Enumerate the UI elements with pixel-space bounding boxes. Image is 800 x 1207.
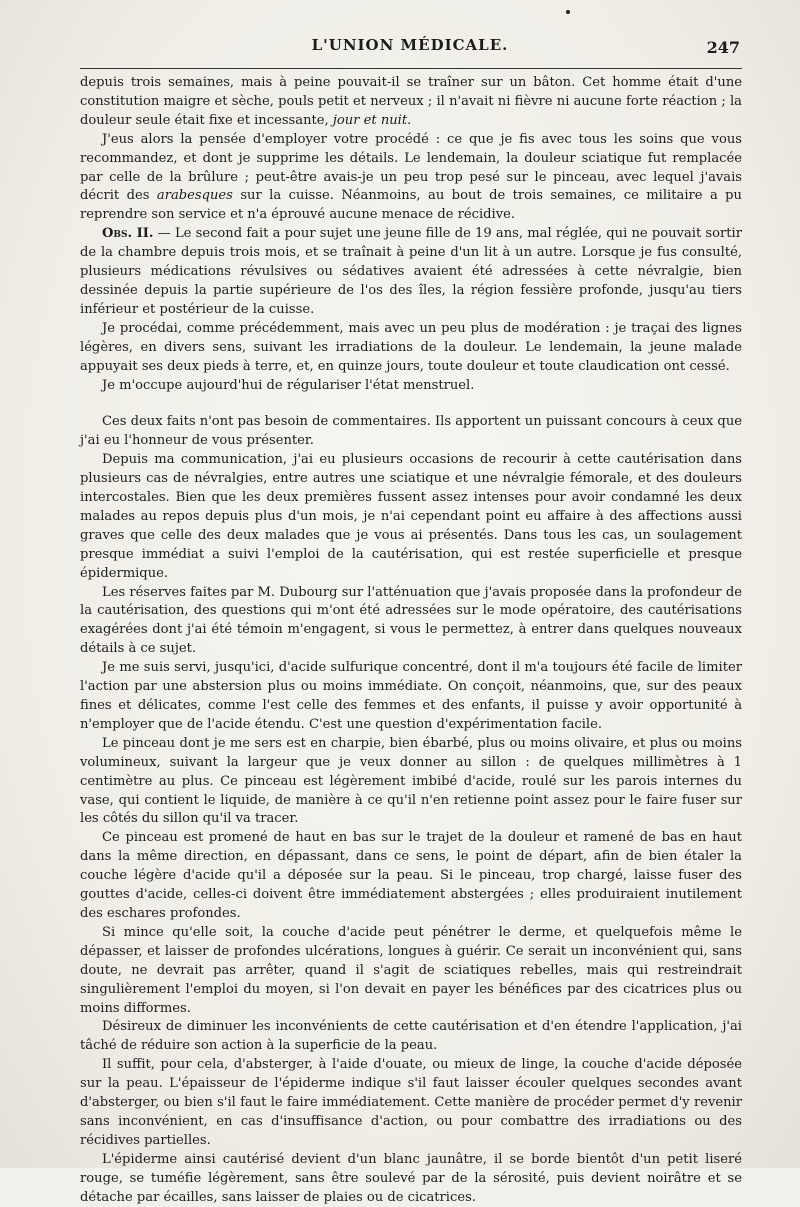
paragraph-12: Si mince qu'elle soit, la couche d'acide peut pénétrer le derme, et quelquefois même le dépasser, et laisser de profondes ulcérations, longues à guérir. Ce serait un inconvénient qui, sans doute, ne devrait pas arrêter, quand il s'agit de sciatiques rebelles, mais qui restreindrait singulièrement l'emploi du moyen, si l'on devait en payer les bénéfices par des cicatrices plus ou moins difformes. (80, 924, 742, 1016)
paragraph-13: Désireux de diminuer les inconvénients de cette cautérisation et d'en étendre l'application, j'ai tâché de réduire son action à la superficie de la peau. (80, 1019, 742, 1054)
observation-label: Obs. II. (102, 226, 154, 242)
paragraph-1-text: depuis trois semaines, mais à peine pouvait-il se traîner sur un bâton. Cet homme était d'une constitution maigre et sèche, pouls petit et nerveux ; il n'avait ni fièvre ni aucune forte réaction ; la douleur seule était fixe et incessante, (80, 75, 742, 128)
paragraph-15: L'épiderme ainsi cautérisé devient d'un blanc jaunâtre, il se borde bientôt d'un petit liseré rouge, se tuméfie légèrement, sans être soulevé par de la sérosité, puis devient noirâtre et se détache par écailles, sans laisser de plaies ou de cicatrices. (80, 1151, 742, 1205)
paragraph-obs-2 (80, 225, 742, 320)
paragraph-2 (80, 131, 742, 226)
paragraph-10: Le pinceau dont je me sers est en charpie, bien ébarbé, plus ou moins olivaire, et plus ou moins volumineux, suivant la largeur que je veux donner au sillon : de quelques millimètres à 1 centimètre au plus. Ce pinceau est légèrement imbibé d'acide, roulé sur les parois internes du vase, qui contient le liquide, de manière à ce qu'il n'en retienne point assez pour le faire fuser sur les côtés du sillon qu'il va tracer. (80, 735, 742, 827)
paragraph-14: Il suffit, pour cela, d'absterger, à l'aide d'ouate, ou mieux de linge, la couche d'acide déposée sur la peau. L'épaisseur de l'épiderme indique s'il faut laisser écouler quelques secondes avant d'absterger, ou bien s'il faut le faire immédiatement. Cette manière de procéder permet d'y revenir sans inconvénient, en cas d'insuffisance d'action, ou pour combattre des irradiations ou des récidives partielles. (80, 1057, 742, 1148)
paragraph-6: Ces deux faits n'ont pas besoin de commentaires. Ils apportent un puissant concours à ceux que j'ai eu l'honneur de vous présenter. (80, 414, 742, 449)
running-title: L'UNION MÉDICALE. (311, 36, 509, 54)
paragraph-5: Je m'occupe aujourd'hui de régulariser l'état menstruel. (102, 377, 475, 393)
ink-dot (566, 10, 570, 14)
paragraph-1-italic: jour et nuit. (332, 112, 412, 128)
paragraph-4: Je procédai, comme précédemment, mais avec un peu plus de modération : je traçai des lignes légères, en divers sens, suivant les irradiations de la douleur. Le lendemain, la jeune malade appuyait ses deux pieds à terre, et, en quinze jours, toute douleur et toute claudication ont cessé. (80, 320, 742, 374)
paragraph-2-text-b: sur la cuisse. Néanmoins, au bout de trois semaines, ce militaire a pu reprendre son service et n'a éprouvé aucune menace de récidive. (80, 188, 742, 223)
paragraph-obs-2-text: — Le second fait a pour sujet une jeune fille de 19 ans, mal réglée, qui ne pouvait sortir de la chambre depuis trois mois, et se traînait à peine d'un lit à un autre. Lorsque je fus consulté, plusieurs médications révulsives ou sédatives avaient été adressées à cette névralgie, bien dessinée depuis la partie supérieure de l'os des îles, la région fessière profonde, jusqu'au tiers inférieur et postérieur de la cuisse. (80, 226, 742, 317)
paragraph-7: Depuis ma communication, j'ai eu plusieurs occasions de recourir à cette cautérisation dans plusieurs cas de névralgies, entre autres une sciatique et une névralgie fémorale, et des douleurs intercostales. Bien que les deux premières fussent assez intenses pour avoir condamné les deux malades au repos depuis plus d'un mois, je n'ai cependant point eu affaire à des affections aussi graves que celle des deux malades que je vous ai présentés. Dans tous les cas, un soulagement presque immédiat a suivi l'emploi de la cautérisation, qui est restée superficielle et presque épidermique. (80, 452, 742, 581)
header-rule (80, 68, 742, 69)
page-number: 247 (706, 38, 740, 57)
paragraph-9: Je me suis servi, jusqu'ici, d'acide sulfurique concentré, dont il m'a toujours été facile de limiter l'action par une abstersion plus ou moins immédiate. On conçoit, néanmoins, que, sur des peaux fines et délicates, comme l'est celle des femmes et des enfants, il puisse y avoir opportunité à n'employer que de l'acide étendu. C'est une question d'expérimentation facile. (80, 660, 742, 732)
running-head (80, 34, 740, 64)
paragraph-1 (80, 74, 742, 131)
paragraph-11: Ce pinceau est promené de haut en bas sur le trajet de la douleur et ramené de bas en haut dans la même direction, en dépassant, dans ce sens, le point de départ, afin de bien étaler la couche légère d'acide qu'il a déposée sur la peau. Si le pinceau, trop chargé, laisse fuser des gouttes d'acide, celles-ci doivent être immédiatement abstergées ; elles produiraient inutilement des eschares profondes. (80, 830, 742, 921)
paragraph-8: Les réserves faites par M. Dubourg sur l'atténuation que j'avais proposée dans la profondeur de la cautérisation, des questions qui m'ont été adressées sur le mode opératoire, des cautérisations exagérées dont j'ai été témoin m'engagent, si vous le permettez, à entrer dans quelques nouveaux détails à ce sujet. (80, 584, 742, 657)
body-text (80, 74, 742, 1207)
paragraph-2-text-a: J'eus alors la pensée d'employer votre procédé : ce que je fis avec tous les soins que vous recommandez, et dont je supprime les détails. Le lendemain, la douleur sciatique fut remplacée par celle de la brûlure ; peut-être avais-je un peu trop pesé sur le pinceau, avec lequel j'avais décrit des (80, 131, 742, 204)
paragraph-2-italic: arabesques (156, 188, 233, 204)
